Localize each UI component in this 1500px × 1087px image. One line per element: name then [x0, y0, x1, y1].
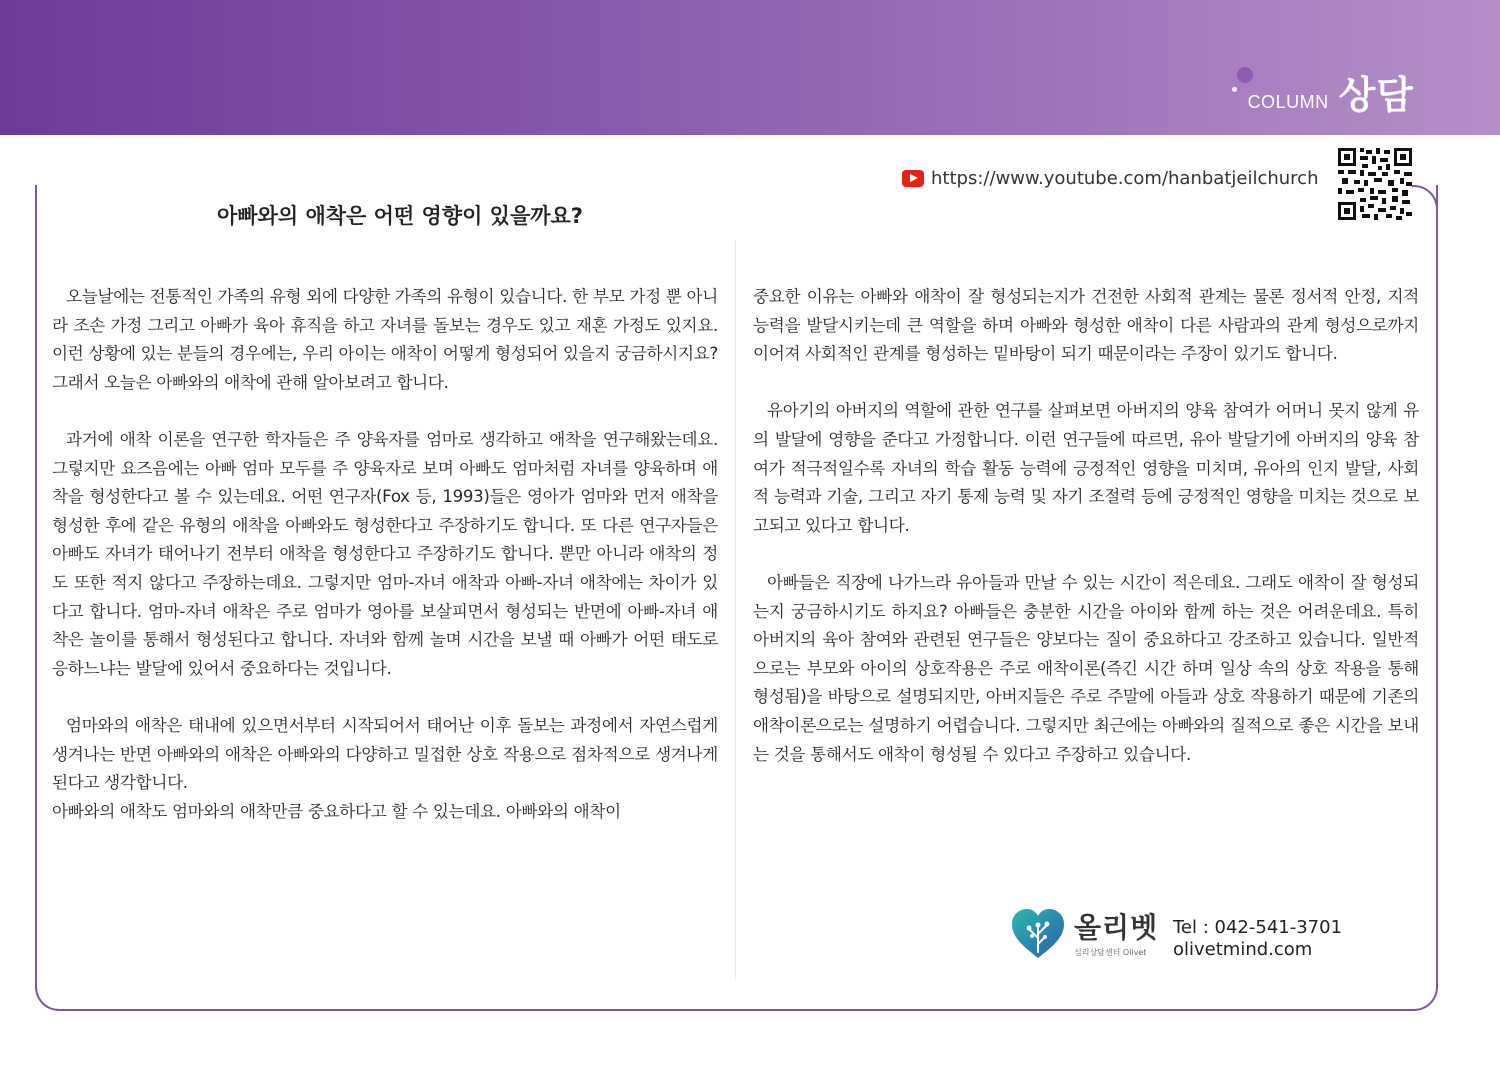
contact-website[interactable]: olivetmind.com — [1173, 939, 1313, 960]
logo-name: 올리벳 — [1074, 910, 1159, 944]
article-paragraph: 중요한 이유는 아빠와 애착이 잘 형성되는지가 건전한 사회적 관계는 물론 정서적 안정, 지적 능력을 발달시키는데 큰 역할을 하며 아빠와 형성한 애착이 다른 사람과의 관계 형성으로까지 이어져 사회적인 관계를 형성하는 밑바탕이 되기 때문이라는 주장이 있기도 합니다. — [753, 287, 1419, 364]
article-paragraph: 아빠들은 직장에 나가느라 유아들과 만날 수 있는 시간이 적은데요. 그래도 애착이 잘 형성되는지 궁금하시기도 하지요? 아빠들은 충분한 시간을 아이와 함께 하는 것은 어려운데요. 특히 아버지의 육아 참여와 관련된 연구들은 양보다는 질이 중요하다고 강조하고 있습니다. 일반적으로는 부모와 아이의 상호작용은 주로 애착이론(즉긴 시간 하며 일상 속의 상호 작용을 통해 형성됨)을 바탕으로 설명되지만, 아버지들은 주로 주말에 아들과 상호 작용하기 때문에 기존의 애착이론으로는 설명하기 어렵습니다. 그렇지만 최근에는 아빠와의 질적으로 좋은 시간을 보내는 것을 통해서도 애착이 형성될 수 있다고 주장하고 있습니다. — [753, 572, 1419, 764]
article-title: 아빠와의 애착은 어떤 영향이 있을까요? — [216, 204, 583, 228]
article-paragraph: 오늘날에는 전통적인 가족의 유형 외에 다양한 가족의 유형이 있습니다. 한 부모 가정 뿐 아니라 조손 가정 그리고 아빠가 육아 휴직을 하고 자녀를 돌보는 경우도 있고 재혼 가정도 있지요. 이런 상황에 있는 분들의 경우에는, 우리 아이는 애착이 어떻게 형성되어 있을지 궁금하시지요? 그래서 오늘은 아빠와의 애착에 관해 알아보려고 합니다. — [52, 287, 718, 392]
youtube-icon — [902, 170, 924, 187]
column-divider — [735, 240, 736, 980]
column-label — [1248, 64, 1414, 119]
contact-info — [1173, 917, 1342, 961]
article-paragraph: 엄마와의 애착은 태내에 있으면서부터 시작되어서 태어난 이후 돌보는 과정에서 자연스럽게 생겨나는 반면 아빠와의 애착은 아빠와의 다양하고 밀접한 상호 작용으로 점차적으로 생겨나게 된다고 생각합니다. — [52, 715, 718, 793]
article-paragraph: 유아기의 아버지의 역할에 관한 연구를 살펴보면 아버지의 양육 참여가 어머니 못지 않게 유의 발달에 영향을 준다고 가정합니다. 이런 연구들에 따르면, 유아 발달기에 아버지의 양육 참여가 적극적일수록 자녀의 학습 활동 능력에 긍정적인 영향을 미치며, 유아의 인지 발달, 사회적 능력과 기술, 그리고 자기 통제 능력 및 자기 조절력 등에 긍정적인 영향을 미치는 것으로 보고되고 있다고 합니다. — [753, 401, 1419, 535]
youtube-url[interactable]: https://www.youtube.com/hanbatjeilchurch — [931, 168, 1319, 189]
column-label-en: COLUMN — [1247, 92, 1329, 112]
youtube-link[interactable] — [902, 168, 1318, 189]
qr-code-icon — [1338, 148, 1412, 220]
heart-tree-icon — [1010, 908, 1066, 960]
column-label-ko: 상담 — [1338, 73, 1414, 117]
article-right-column — [753, 283, 1419, 798]
article-paragraph: 과거에 애착 이론을 연구한 학자들은 주 양육자를 엄마로 생각하고 애착을 연구해왔는데요. 그렇지만 요즈음에는 아빠 엄마 모두를 주 양육자로 보며 아빠도 엄마처럼 자녀를 양육하며 애착을 형성한다고 볼 수 있는데요. 어떤 연구자(Fox 등, 1993)들은 영아가 엄마와 먼저 애착을 형성한 후에 같은 유형의 애착을 아빠와도 형성한다고 주장하기도 합니다. 또 다른 연구자들은 아빠도 자녀가 태어나기 전부터 애착을 형성한다고 주장하기도 합니다. 뿐만 아니라 애착의 정도 또한 적지 않다고 주장하는데요. 그렇지만 엄마-자녀 애착과 아빠-자녀 애착에는 차이가 있다고 합니다. 엄마-자녀 애착은 주로 엄마가 영아를 보살피면서 형성되는 반면에 아빠-자녀 애착은 놀이를 통해서 형성된다고 합니다. 자녀와 함께 놀며 시간을 보낼 때 아빠가 어떤 태도로 응하느냐는 발달에 있어서 중요하다는 것입니다. — [52, 429, 718, 678]
olivet-logo — [1010, 908, 1158, 960]
logo-subtitle: 심리상담센터 Olivet — [1074, 947, 1147, 957]
decorative-dot-small — [1232, 87, 1237, 92]
contact-tel: Tel : 042-541-3701 — [1173, 917, 1343, 938]
article-paragraph: 아빠와의 애착도 엄마와의 애착만큼 중요하다고 할 수 있는데요. 아빠와의 애착이 — [52, 801, 621, 821]
article-left-column — [52, 283, 718, 855]
